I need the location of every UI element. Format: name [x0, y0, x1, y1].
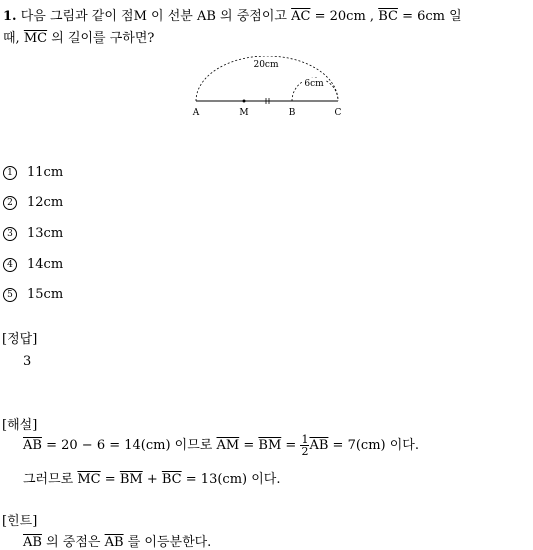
exp-plus: +	[146, 472, 158, 487]
exp-text-2: = 7(cm) 이다.	[332, 438, 419, 453]
answer-value: 3	[23, 354, 32, 369]
exp-text-1: = 20 − 6 = 14(cm) 이므로	[46, 438, 213, 453]
hint-line	[23, 531, 211, 550]
question-text: 다음 그림과 같이 점M 이 선분 AB 의 중점이고	[20, 9, 287, 24]
option-1-mark: 1	[3, 166, 17, 180]
hint-text-2: 를 이등분한다.	[127, 535, 212, 550]
option-3[interactable]	[3, 226, 63, 241]
option-5-text: 15cm	[27, 287, 64, 302]
point-m-dot	[243, 100, 246, 103]
frac-den: 2	[301, 445, 309, 458]
option-4[interactable]	[3, 257, 63, 272]
option-5-mark: 5	[3, 288, 17, 302]
exp-text-4: = 13(cm) 이다.	[185, 472, 281, 487]
hint-seg-ab: $\overline{AB}$	[23, 535, 42, 550]
segment-mc: $\overline{MC}$	[23, 31, 48, 46]
question-eq-ac: = 20cm ,	[314, 9, 375, 24]
question-line-1	[3, 5, 462, 24]
exp-seg-mc: $\overline{MC}$	[77, 472, 101, 487]
explanation-header: [해설]	[2, 418, 38, 433]
hint-seg-ab-2: $\overline{AB}$	[104, 535, 124, 550]
exp-seg-ab-2: $\overline{AB}$	[309, 438, 329, 453]
hint-text-1: 의 중점은	[46, 535, 101, 550]
option-4-text: 14cm	[27, 257, 64, 272]
question-eq-bc: = 6cm 일	[402, 9, 462, 24]
frac-num: 1	[301, 433, 309, 446]
exp-eq-1: =	[243, 438, 255, 453]
explanation-line-1	[23, 434, 419, 457]
question-line-2	[3, 27, 154, 46]
question-number: 1.	[3, 9, 17, 24]
answer-header: [정답]	[2, 332, 38, 347]
option-4-mark: 4	[3, 258, 17, 272]
option-2-text: 12cm	[27, 195, 64, 210]
option-3-text: 13cm	[27, 226, 64, 241]
exp-seg-bm-2: $\overline{BM}$	[119, 472, 143, 487]
exp-seg-bm: $\overline{BM}$	[258, 438, 282, 453]
question-line2-b: 의 길이를 구하면?	[51, 31, 155, 46]
explanation-line-2	[23, 468, 280, 487]
point-m-label: M	[239, 108, 249, 118]
exp-seg-am: $\overline{AM}$	[216, 438, 240, 453]
exp-seg-ab: $\overline{AB}$	[23, 438, 42, 453]
exp-seg-bc: $\overline{BC}$	[161, 472, 182, 487]
option-2-mark: 2	[3, 196, 17, 210]
option-5[interactable]	[3, 287, 63, 302]
segment-ac: $\overline{AC}$	[291, 9, 311, 24]
exp-text-3: 그러므로	[23, 472, 74, 487]
option-1[interactable]	[3, 165, 63, 180]
option-3-mark: 3	[3, 227, 17, 241]
label-6cm: 6cm	[304, 79, 324, 89]
question-line2-a: 때,	[3, 31, 20, 46]
point-c-label: C	[334, 108, 342, 118]
exp-eq-2: =	[285, 438, 297, 453]
option-1-text: 11cm	[27, 165, 64, 180]
point-b-label: B	[288, 108, 296, 118]
hint-header: [힌트]	[2, 514, 38, 529]
point-a-label: A	[192, 108, 200, 118]
option-2[interactable]	[3, 195, 63, 210]
segment-bc: $\overline{BC}$	[378, 9, 398, 24]
segment-diagram	[186, 56, 356, 122]
exp-eq-3: =	[104, 472, 116, 487]
label-20cm: 20cm	[253, 60, 279, 70]
